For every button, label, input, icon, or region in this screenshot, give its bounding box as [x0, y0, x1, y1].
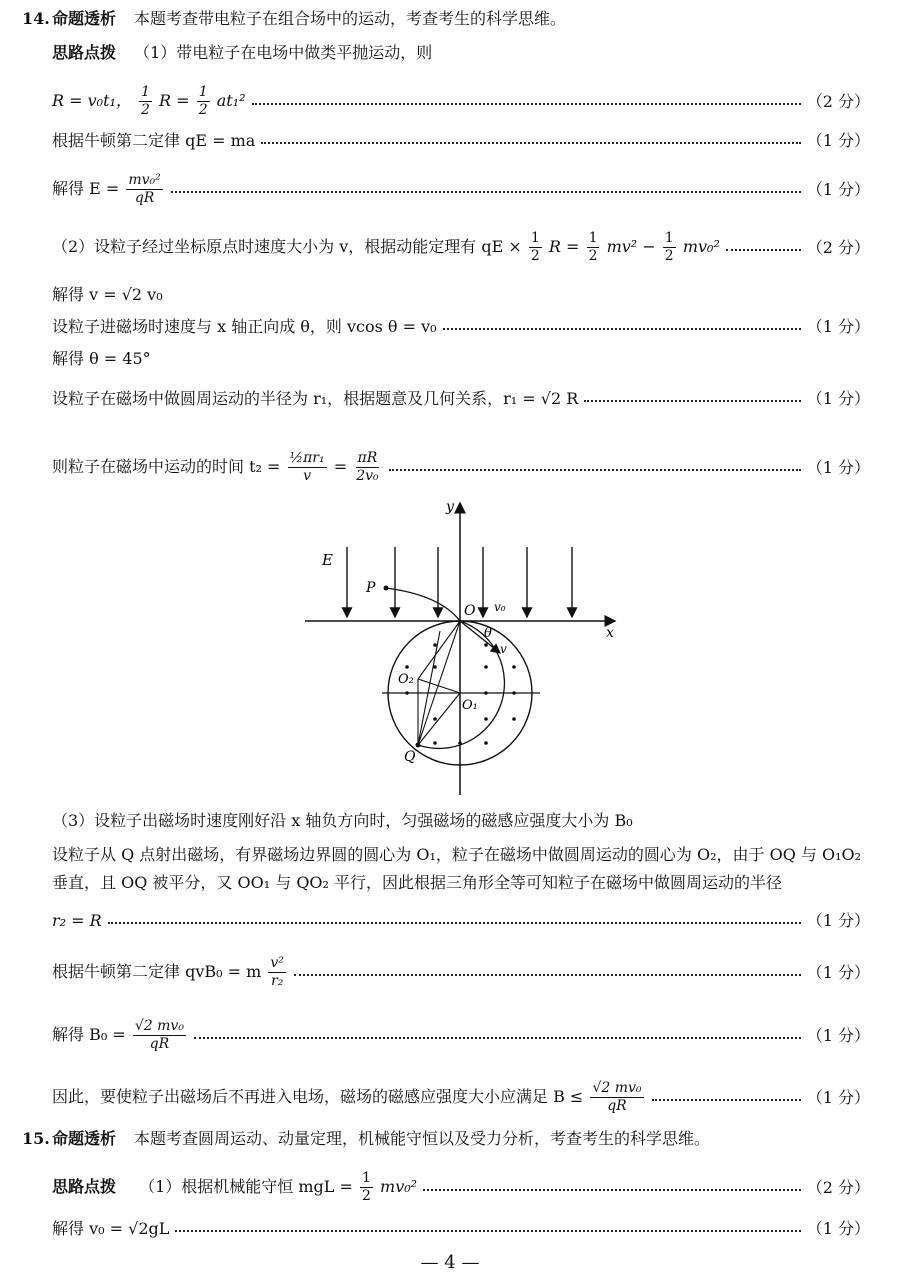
score: （1 分）: [806, 1219, 870, 1238]
score: （1 分）: [806, 1087, 870, 1107]
leader-dots: [175, 1230, 800, 1232]
leader-dots: [261, 142, 800, 144]
q15-eq1: 思路点拨 （1）根据机械能守恒 mgL = $\frac{1}{2}$ mv₀² （2 分）: [52, 1170, 870, 1204]
label-O1: O₁: [462, 698, 478, 713]
label-P: P: [366, 580, 376, 596]
leader-dots: [423, 1189, 801, 1191]
parabolic-path: [386, 588, 460, 621]
q14-eq5: 解得 v = √2 v₀: [52, 285, 163, 304]
q14-hint-line: [52, 42, 870, 64]
field-diagram: [300, 495, 620, 800]
q14-hint-head: 思路点拨: [52, 43, 117, 62]
x-axis-label: x: [606, 625, 614, 641]
q14-eq12: 解得 B₀ = $\frac{\text{√2 mv₀}}{qR}$ （1 分）: [52, 1018, 870, 1052]
eq1-part-a: R = v₀t₁，: [52, 91, 132, 110]
eq1-part-c: R =: [159, 91, 190, 110]
q14-para3: 设粒子从 Q 点射出磁场，有界磁场边界圆的圆心为 O₁，粒子在磁场中做圆周运动的圆心为 O₂，由于 OQ 与 O₁O₂ 垂直，且 OQ 被平分，又 OO₁ 与 QO₂ 平行，因此根据三角形全等可知粒子在磁场中做圆周运动的半径: [52, 845, 862, 892]
q15-analysis: [22, 1128, 870, 1150]
q14-analysis-text: 本题考查带电粒子在组合场中的运动，考查考生的科学思维。: [134, 9, 567, 28]
eq1-part-e: at₁²: [216, 91, 246, 110]
q14-eq6: 设粒子进磁场时速度与 x 轴正向成 θ，则 vcos θ = v₀ （1 分）: [52, 317, 870, 336]
label-v0: v₀: [494, 600, 506, 614]
q14-eq11: 根据牛顿第二定律 qvB₀ = m $\frac{\text{v²}}{\text{r₂}}$ （1 分）: [52, 955, 870, 989]
leader-dots: [194, 1037, 801, 1039]
q15-analysis-text: 本题考查圆周运动、动量定理，机械能守恒以及受力分析，考查考生的科学思维。: [134, 1129, 711, 1148]
score: （2 分）: [806, 1177, 870, 1197]
score: （1 分）: [806, 911, 870, 930]
leader-dots: [652, 1099, 801, 1101]
leader-dots: [443, 328, 801, 330]
q14-part3: （3）设粒子出磁场时速度刚好沿 x 轴负方向时，匀强磁场的磁感应强度大小为 B₀: [52, 811, 633, 830]
score: （1 分）: [806, 457, 870, 477]
q14-part1: （1）带电粒子在电场中做类平抛运动，则: [134, 43, 433, 62]
leader-dots: [389, 469, 801, 471]
eq1-frac-1: $\frac{1}{2}$: [141, 84, 150, 118]
y-axis-label: y: [446, 499, 454, 515]
eq1-frac-2: $\frac{1}{2}$: [198, 84, 208, 118]
leader-dots: [171, 191, 801, 193]
label-O: O: [464, 603, 476, 619]
q14-eq2: 根据牛顿第二定律 qE = ma （1 分）: [52, 131, 870, 150]
eq3-frac: $\frac{\text{mv₀²}}{qR}$: [128, 172, 161, 206]
q15-eq2: 解得 v₀ = √2gL （1 分）: [52, 1219, 870, 1238]
score: （2 分）: [806, 91, 870, 111]
label-O2: O₂: [398, 672, 414, 687]
q15-number: 15.: [22, 1129, 50, 1148]
leader-dots: [294, 974, 801, 976]
q14-eq1: [52, 84, 870, 119]
leader-dots: [726, 249, 801, 251]
page-number: — 4 —: [420, 1252, 480, 1273]
point-Q: [416, 743, 421, 748]
q14-eq3: 解得 E = $\frac{\text{mv₀²}}{qR}$ （1 分）: [52, 172, 870, 206]
leader-dots: [108, 922, 801, 924]
score: （1 分）: [806, 317, 870, 336]
q15-analysis-head: 命题透析: [52, 1129, 117, 1148]
q14-eq13: 因此，要使粒子出磁场后不再进入电场，磁场的磁感应强度大小应满足 B ≤ $\frac{\text{√2 mv₀}}{qR}$ （1 分）: [52, 1080, 870, 1114]
q14-analysis: [22, 8, 870, 30]
leader-dots: [252, 103, 801, 105]
q14-eq10: r₂ = R （1 分）: [52, 911, 870, 930]
score: （1 分）: [806, 131, 870, 150]
q14-analysis-head: 命题透析: [52, 9, 117, 28]
label-v: v: [500, 642, 507, 656]
q14-eq7: 解得 θ = 45°: [52, 349, 151, 368]
score: （2 分）: [806, 237, 870, 257]
q14-part2: （2）设粒子经过坐标原点时速度大小为 v，根据动能定理有 qE × $\frac{1}{2}$ R = $\frac{1}{2}$ mv² − $\frac{1}{2}$ mv₀² （2 分）: [52, 230, 870, 264]
score: （1 分）: [806, 389, 870, 408]
label-theta: θ: [484, 626, 492, 641]
score: （1 分）: [806, 1025, 870, 1045]
q14-number: 14.: [22, 9, 50, 28]
q14-eq9: 则粒子在磁场中运动的时间 t₂ = $\frac{\text{½πr₁}}{v}$ = $\frac{\pi R}{\text{2v₀}}$ （1 分）: [52, 450, 870, 484]
leader-dots: [584, 400, 800, 402]
q14-eq8: 设粒子在磁场中做圆周运动的半径为 r₁，根据题意及几何关系，r₁ = √2 R （1 分）: [52, 389, 870, 408]
score: （1 分）: [806, 962, 870, 982]
score: （1 分）: [806, 179, 870, 199]
geometry-lines: [418, 621, 460, 745]
label-E: E: [322, 551, 333, 569]
label-Q: Q: [404, 749, 416, 765]
